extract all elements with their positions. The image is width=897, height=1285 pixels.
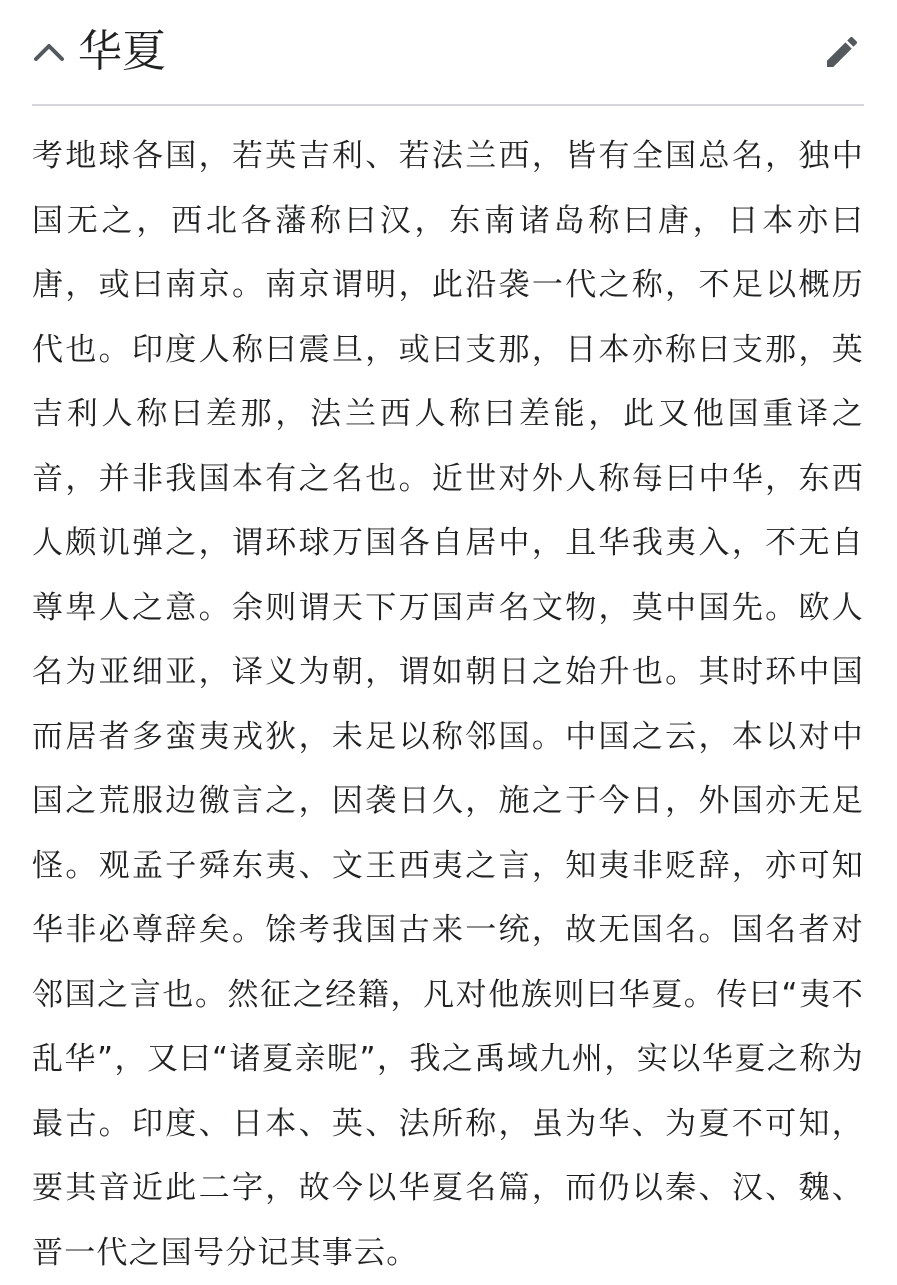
section-title[interactable]: 华夏 — [78, 26, 166, 77]
section-header — [32, 0, 864, 106]
chevron-up-icon[interactable] — [32, 32, 72, 72]
section-paragraph: 考地球各国，若英吉利、若法兰西，皆有全国总名，独中国无之，西北各藩称曰汉，东南诸岛称曰唐，日本亦曰唐，或曰南京。南京谓明，此沿袭一代之称，不足以概历代也。印度人称曰震旦，或曰支那，日本亦称曰支那，英吉利人称曰差那，法兰西人称曰差能，此又他国重译之音，并非我国本有之名也。近世对外人称每曰中华，东西人颇讥弹之，谓环球万国各自居中，且华我夷入，不无自尊卑人之意。余则谓天下万国声名文物，莫中国先。欧人名为亚细亚，译义为朝，谓如朝日之始升也。其时环中国而居者多蛮夷戎狄，未足以称邻国。中国之云，本以对中国之荒服边徼言之，因袭日久，施之于今日，外国亦无足怪。观孟子舜东夷、文王西夷之言，知夷非贬辞，亦可知华非必尊辞矣。馀考我国古来一统，故无国名。国名者对邻国之言也。然征之经籍，凡对他族则曰华夏。传曰“夷不乱华”，又曰“诸夏亲昵”，我之禹域九州，实以华夏之称为最古。印度、日本、英、法所称，虽为华、为夏不可知，要其音近此二字，故今以华夏名篇，而仍以秦、汉、魏、晋一代之国号分记其事云。 — [32, 138, 864, 1271]
pencil-icon[interactable] — [820, 30, 864, 74]
